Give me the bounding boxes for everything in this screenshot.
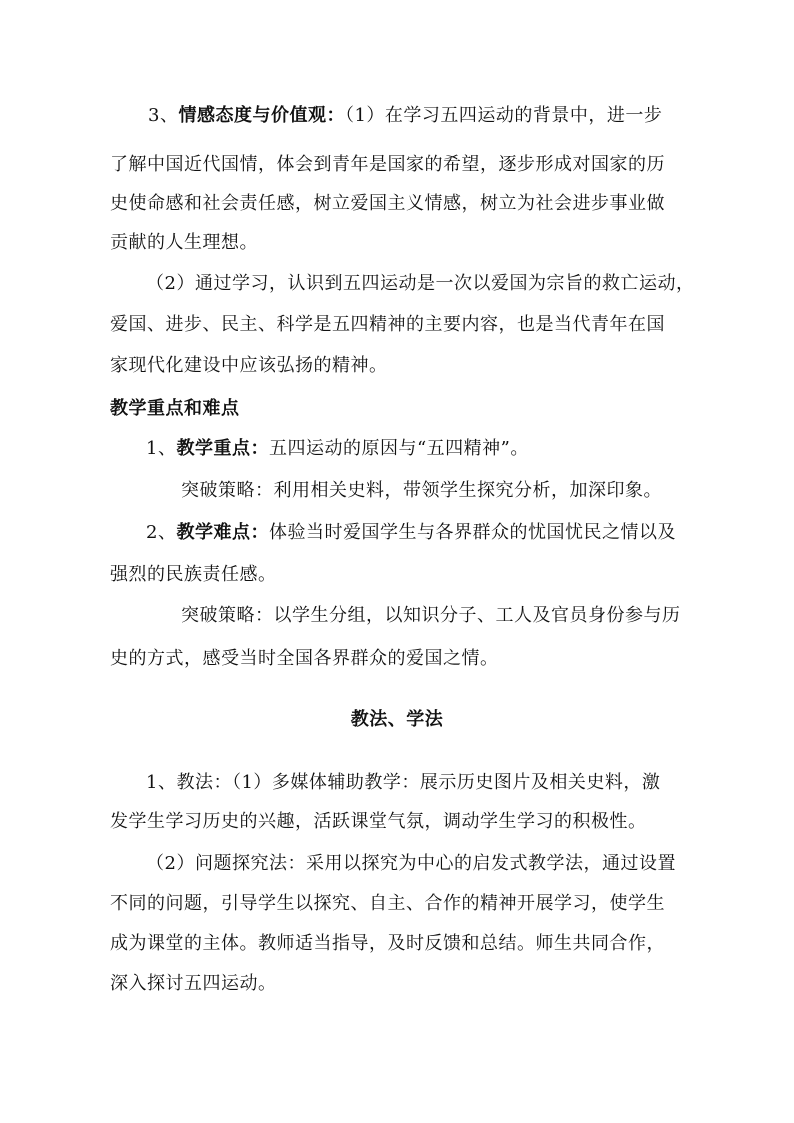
methods-line-1: 1、教法：（1）多媒体辅助教学：展示历史图片及相关史料，激 [146, 772, 661, 793]
key-point-1-text: 五四运动的原因与“五四精神”。 [268, 438, 529, 459]
key-point-1 [146, 437, 529, 461]
key-point-2-line-1: 体验当时爱国学生与各界群众的忧国忧民之情以及 [268, 522, 676, 543]
key-points-heading: 教学重点和难点 [110, 398, 240, 419]
key-point-2-line-2: 强烈的民族责任感。 [110, 564, 277, 585]
section3-line-2: 了解中国近代国情，体会到青年是国家的希望，逐步形成对国家的历 [110, 154, 665, 175]
key-point-2 [146, 521, 676, 545]
section3-number: 3、 [148, 105, 179, 126]
section3-line-1: （1）在学习五四运动的背景中，进一步 [344, 105, 663, 126]
key-point-2-strategy-2: 史的方式，感受当时全国各界群众的爱国之情。 [110, 648, 499, 669]
section3-line-3: 史使命感和社会责任感，树立爱国主义情感，树立为社会进步事业做 [110, 193, 665, 214]
key-point-2-label: 教学难点： [176, 522, 269, 543]
methods-line-5: 成为课堂的主体。教师适当指导，及时反馈和总结。师生共同合作， [110, 933, 665, 954]
section3-first-line [148, 104, 662, 128]
methods-line-4: 不同的问题，引导学生以探究、自主、合作的精神开展学习，使学生 [110, 893, 665, 914]
methods-line-2: 发学生学习历史的兴趣，活跃课堂气氛，调动学生学习的积极性。 [110, 811, 647, 832]
section3-p2-line-3: 家现代化建设中应该弘扬的精神。 [110, 355, 388, 376]
section3-p2-line-1: （2）通过学习，认识到五四运动是一次以爱国为宗旨的救亡运动， [146, 273, 695, 294]
methods-line-3: （2）问题探究法：采用以探究为中心的启发式教学法，通过设置 [146, 853, 676, 874]
methods-title: 教法、学法 [350, 709, 444, 730]
key-point-1-label: 教学重点： [176, 438, 269, 459]
methods-line-6: 深入探讨五四运动。 [110, 973, 277, 994]
key-point-1-strategy: 突破策略：利用相关史料，带领学生探究分析，加深印象。 [181, 480, 662, 501]
section3-p2-line-2: 爱国、进步、民主、科学是五四精神的主要内容，也是当代青年在国 [110, 314, 665, 335]
section3-label: 情感态度与价值观： [178, 105, 345, 126]
key-point-1-number: 1、 [146, 438, 177, 459]
key-point-2-number: 2、 [146, 522, 177, 543]
section3-line-4: 贡献的人生理想。 [110, 232, 258, 253]
key-point-2-strategy-1: 突破策略：以学生分组，以知识分子、工人及官员身份参与历 [181, 605, 681, 626]
